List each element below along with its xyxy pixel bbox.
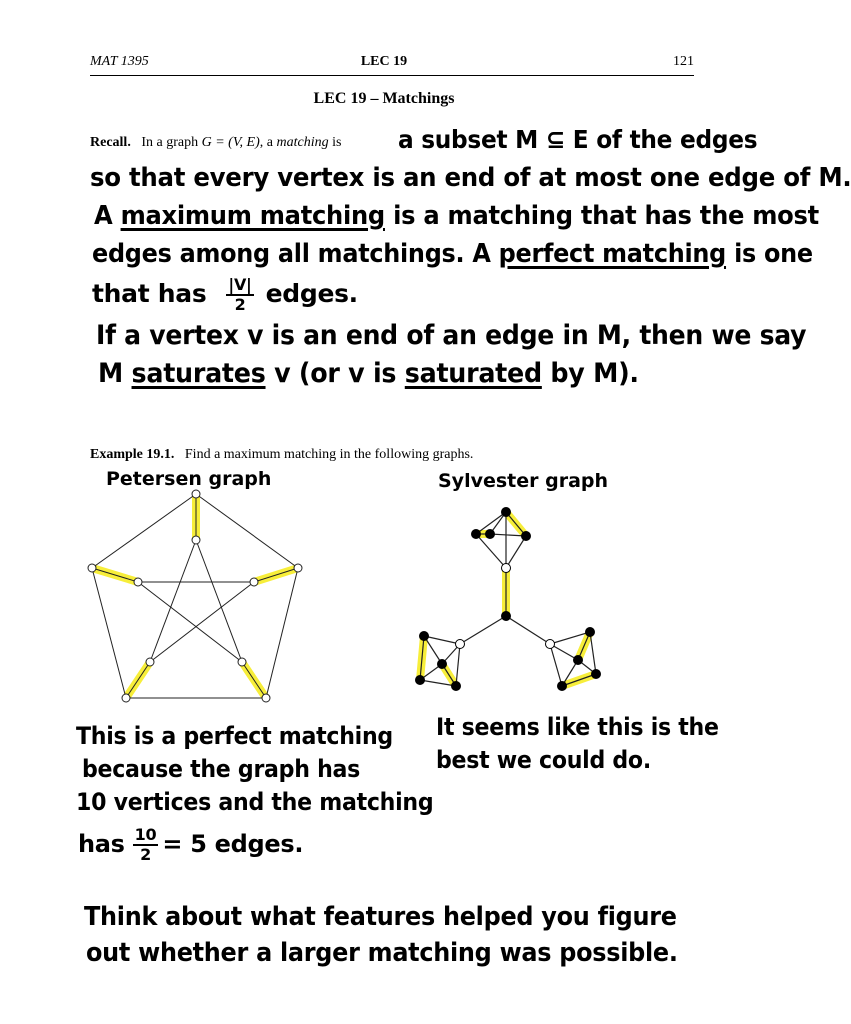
petersen-note-4: [78, 826, 303, 864]
vertex: [134, 578, 142, 586]
vertex: [502, 612, 511, 621]
recall-term: matching: [276, 135, 329, 150]
fraction-denominator: 2: [234, 295, 246, 314]
note-line-1: a subset M ⊆ E of the edges: [398, 125, 758, 154]
vertex: [192, 536, 200, 544]
vertex: [192, 490, 200, 498]
term-saturated: saturated: [404, 358, 542, 389]
recall-text-prefix: In a graph: [141, 135, 202, 150]
term-perfect-matching: perfect matching: [498, 239, 727, 269]
vertex: [502, 508, 511, 517]
note-line-3a: A: [94, 201, 121, 231]
vertex: [88, 564, 96, 572]
sylvester-note-2: best we could do.: [436, 746, 651, 774]
page-number: 121: [673, 54, 694, 69]
sylvester-note-1: It seems like this is the: [436, 713, 719, 741]
note-line-2: so that every vertex is an end of at most one edge of M.: [90, 163, 851, 193]
petersen-matching-highlights: [92, 494, 298, 698]
vertex: [238, 658, 246, 666]
note-line-7a: M: [98, 358, 132, 389]
fraction-numerator: |V|: [228, 275, 252, 294]
recall-text-mid: , a: [259, 135, 277, 150]
petersen-note-2: because the graph has: [82, 755, 361, 783]
vertex: [522, 532, 531, 541]
vertex: [574, 656, 583, 665]
fraction-10-over-2: [133, 826, 159, 864]
closing-note-2: out whether a larger matching was possible.: [86, 938, 678, 968]
recall-label: Recall.: [90, 135, 131, 150]
note-line-4c: is one: [726, 239, 813, 269]
sylvester-label: Sylvester graph: [438, 470, 609, 492]
note-line-5a: that has: [92, 279, 207, 308]
note-line-5b: edges.: [265, 279, 358, 308]
term-maximum-matching: maximum matching: [120, 201, 385, 231]
note-line-3c: is a matching that has the most: [384, 201, 819, 231]
petersen-note-3: 10 vertices and the matching: [76, 788, 434, 816]
vertex: [592, 670, 601, 679]
vertex: [122, 694, 130, 702]
vertex: [262, 694, 270, 702]
petersen-note-1: This is a perfect matching: [76, 722, 393, 750]
note-line-7e: by M).: [541, 358, 639, 389]
vertex: [546, 640, 555, 649]
fraction-denominator: 2: [140, 845, 151, 864]
vertex: [438, 660, 447, 669]
sylvester-graph: [416, 508, 601, 691]
note-line-4a: edges among all matchings. A: [92, 239, 499, 269]
vertex: [250, 578, 258, 586]
vertex: [558, 682, 567, 691]
vertex: [502, 564, 511, 573]
page-title: LEC 19 – Matchings: [313, 90, 455, 107]
vertex: [452, 682, 461, 691]
petersen-label: Petersen graph: [106, 468, 272, 490]
closing-note-1: Think about what features helped you figure: [84, 902, 677, 932]
vertex: [586, 628, 595, 637]
term-saturates: saturates: [131, 358, 266, 389]
example-text: Find a maximum matching in the following graphs.: [184, 447, 474, 462]
lecture-label: LEC 19: [360, 54, 408, 69]
fraction-numerator: 10: [134, 825, 157, 844]
vertex: [294, 564, 302, 572]
note-line-7c: v (or v is: [265, 358, 405, 389]
vertex: [420, 632, 429, 641]
recall-text-suffix: is: [328, 135, 342, 150]
petersen-note-4a: has: [78, 830, 125, 858]
example-label: Example 19.1.: [90, 447, 175, 462]
vertex: [486, 530, 495, 539]
petersen-graph: [88, 490, 302, 702]
vertex: [472, 530, 481, 539]
recall-math: G = (V, E): [201, 135, 260, 150]
vertex: [456, 640, 465, 649]
vertex: [416, 676, 425, 685]
petersen-note-4b: = 5 edges.: [162, 830, 304, 858]
note-line-6: If a vertex v is an end of an edge in M, then we say: [96, 320, 807, 351]
vertex: [146, 658, 154, 666]
course-code: MAT 1395: [90, 54, 149, 69]
